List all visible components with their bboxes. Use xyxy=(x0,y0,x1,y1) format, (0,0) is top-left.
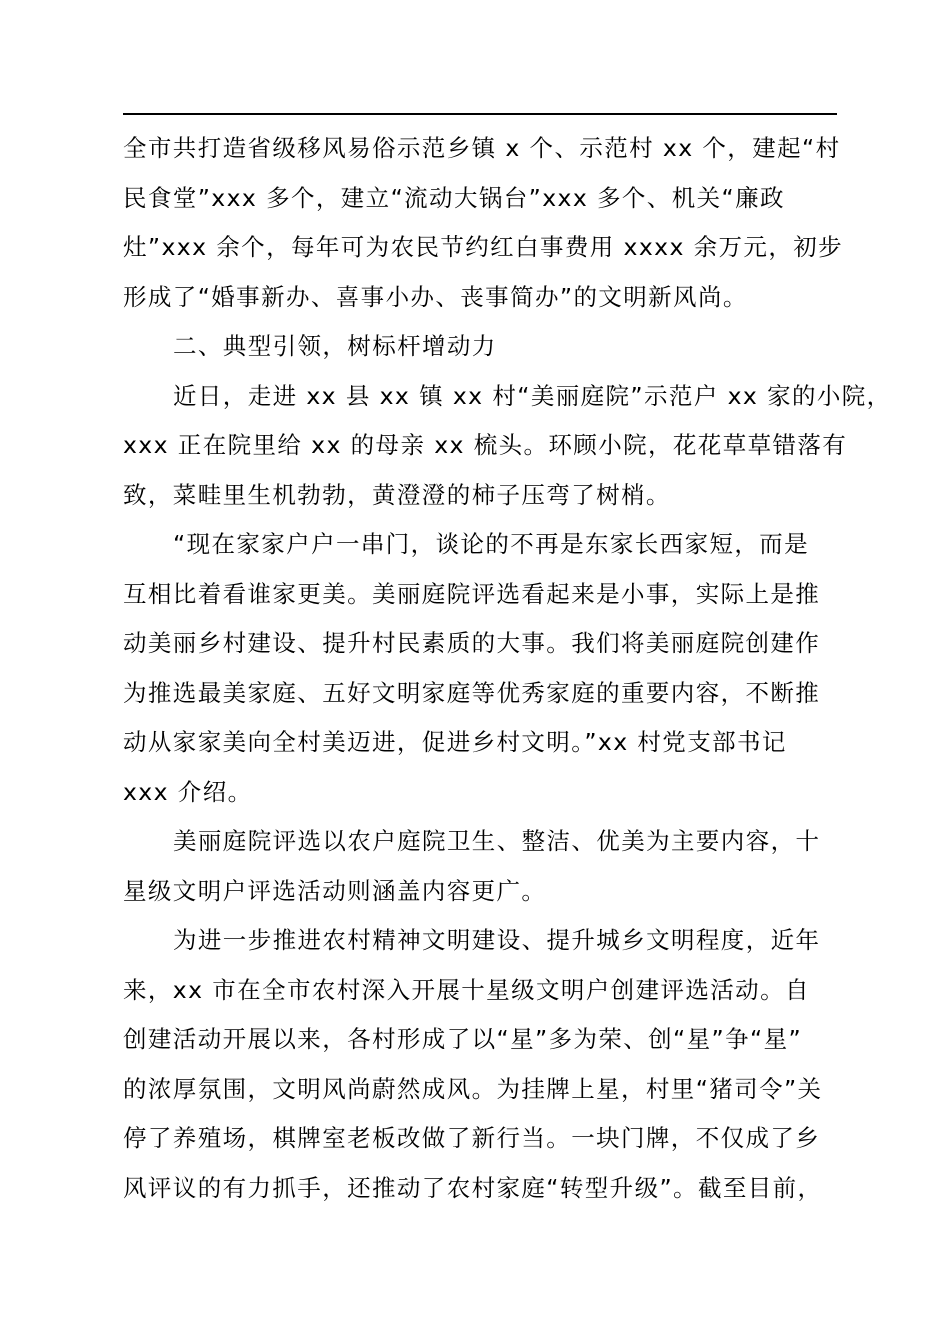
text-line: xxx 介绍。 xyxy=(123,777,253,806)
text-line: 风评议的有力抓手，还推动了农村家庭“转型升级”。截至目前， xyxy=(123,1173,823,1202)
text-line: 星级文明户评选活动则涵盖内容更广。 xyxy=(123,876,547,905)
text-line: 民食堂”xxx 多个，建立“流动大锅台”xxx 多个、机关“廉政 xyxy=(123,183,785,212)
text-line: “现在家家户户一串门，谈论的不再是东家长西家短，而是 xyxy=(173,530,810,558)
text-line: 创建活动开展以来，各村形成了以“星”多为荣、创“星”争“星” xyxy=(123,1025,803,1053)
document-body xyxy=(123,124,892,1213)
text-line: 美丽庭院评选以农户庭院卫生、整洁、优美为主要内容，十 xyxy=(173,827,821,855)
text-line: 停了养殖场，棋牌室老板改做了新行当。一块门牌，不仅成了乡 xyxy=(123,1124,821,1152)
header-rule xyxy=(123,113,837,115)
text-line: 形成了“婚事新办、喜事小办、丧事简办”的文明新风尚。 xyxy=(123,282,748,311)
text-line: 动美丽乡村建设、提升村民素质的大事。我们将美丽庭院创建作 xyxy=(123,629,821,657)
text-line: 来，xx 市在全市农村深入开展十星级文明户创建评选活动。自 xyxy=(123,975,810,1004)
text-line: 近日，走进 xx 县 xx 镇 xx 村“美丽庭院”示范户 xx 家的小院， xyxy=(173,381,892,410)
section-heading: 二、典型引领，树标杆增动力 xyxy=(173,332,497,360)
text-line: 全市共打造省级移风易俗示范乡镇 x 个、示范村 xx 个，建起“村 xyxy=(123,134,841,162)
text-line: 灶”xxx 余个，每年可为农民节约红白事费用 xxxx 余万元，初步 xyxy=(123,233,844,261)
text-line: 为进一步推进农村精神文明建设、提升城乡文明程度，近年 xyxy=(173,926,821,954)
text-line: 为推选最美家庭、五好文明家庭等优秀家庭的重要内容，不断推 xyxy=(123,678,821,707)
text-line: 致，菜畦里生机勃勃，黄澄澄的柿子压弯了树梢。 xyxy=(123,480,671,509)
text-line: 的浓厚氛围，文明风尚蔚然成风。为挂牌上星，村里“猪司令”关 xyxy=(123,1074,823,1103)
text-line: xxx 正在院里给 xx 的母亲 xx 梳头。环顾小院，花花草草错落有 xyxy=(123,431,848,459)
text-line: 动从家家美向全村美迈进，促进乡村文明。”xx 村党支部书记 xyxy=(123,728,787,756)
text-line: 互相比着看谁家更美。美丽庭院评选看起来是小事，实际上是推 xyxy=(123,579,821,608)
